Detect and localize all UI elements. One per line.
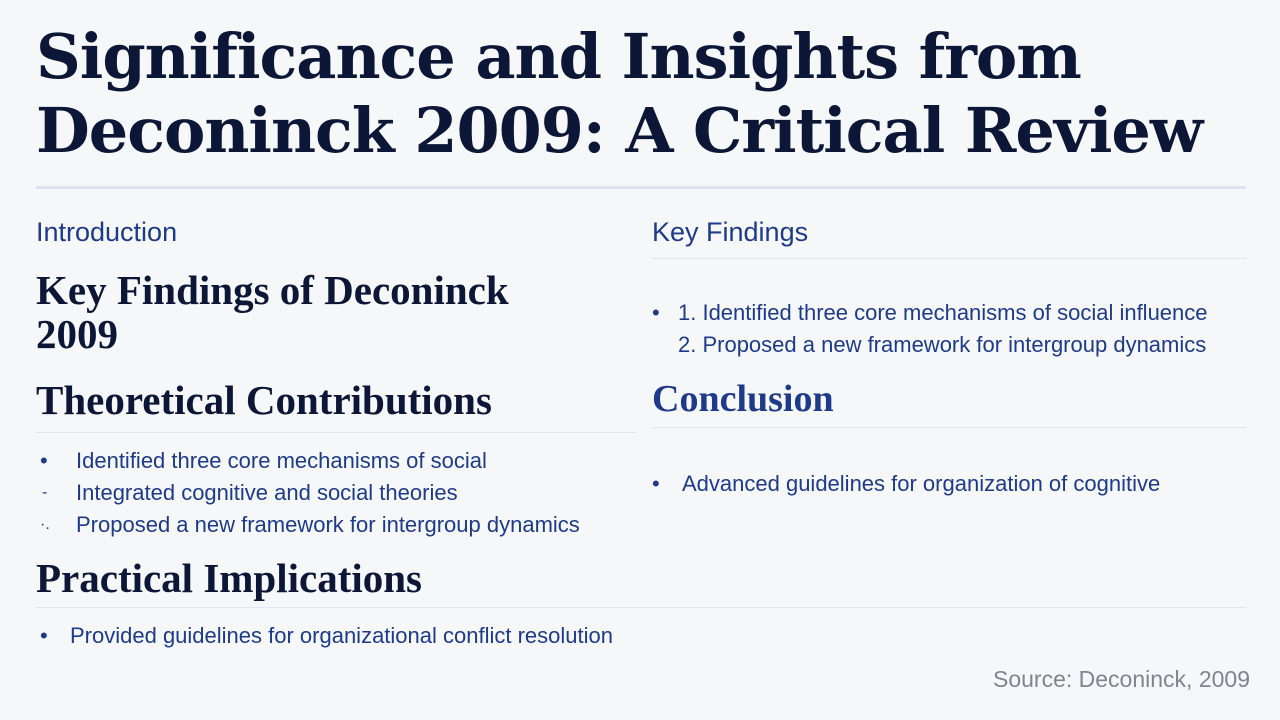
practical-list: [36, 620, 636, 652]
list-item: [652, 468, 1246, 500]
list-item: [36, 445, 636, 477]
list-item-text: Integrated cognitive and social theories: [76, 480, 458, 505]
bullet-icon: -: [42, 484, 48, 501]
slide-title: Significance and Insights from Deconinck 2009: A Critical Review: [36, 20, 1203, 167]
list-item-text: Identified three core mechanisms of social: [76, 448, 487, 473]
key-findings-heading: Key Findings of Deconinck 2009: [36, 267, 509, 357]
theoretical-list: [36, 445, 636, 541]
introduction-label: Introduction: [36, 217, 178, 247]
list-item-text: 1. Identified three core mechanisms of social influence: [678, 300, 1208, 325]
conclusion-heading: Conclusion: [652, 378, 834, 420]
findings-list: [652, 297, 1246, 361]
theoretical-divider: [36, 432, 636, 433]
list-item-text: Proposed a new framework for intergroup dynamics: [76, 512, 580, 537]
list-item: [36, 509, 636, 541]
list-item-text: Provided guidelines for organizational conflict resolution: [70, 623, 613, 648]
list-item: [652, 329, 1246, 361]
list-item: [36, 477, 636, 509]
list-item-text: Advanced guidelines for organization of cognitive: [682, 471, 1161, 496]
list-item: [652, 297, 1246, 329]
key-findings-label: Key Findings: [652, 217, 809, 247]
right-column: [652, 210, 1246, 500]
bullet-icon: ·.: [40, 516, 50, 533]
key-findings-divider: [652, 258, 1246, 259]
practical-divider: [36, 607, 1246, 608]
theoretical-contributions-heading: Theoretical Contributions: [36, 377, 492, 423]
conclusion-divider: [652, 427, 1246, 428]
bullet-icon: •: [652, 471, 660, 496]
bullet-icon: •: [40, 448, 48, 473]
list-item: [36, 620, 636, 652]
conclusion-list: [652, 468, 1246, 500]
title-divider: [36, 186, 1246, 189]
bullet-icon: •: [652, 300, 660, 325]
practical-implications-heading: Practical Implications: [36, 555, 423, 601]
bullet-icon: •: [40, 623, 48, 648]
left-column: [36, 210, 636, 652]
list-item-text: 2. Proposed a new framework for intergroup dynamics: [678, 332, 1207, 357]
source-citation: Source: Deconinck, 2009: [993, 666, 1250, 692]
